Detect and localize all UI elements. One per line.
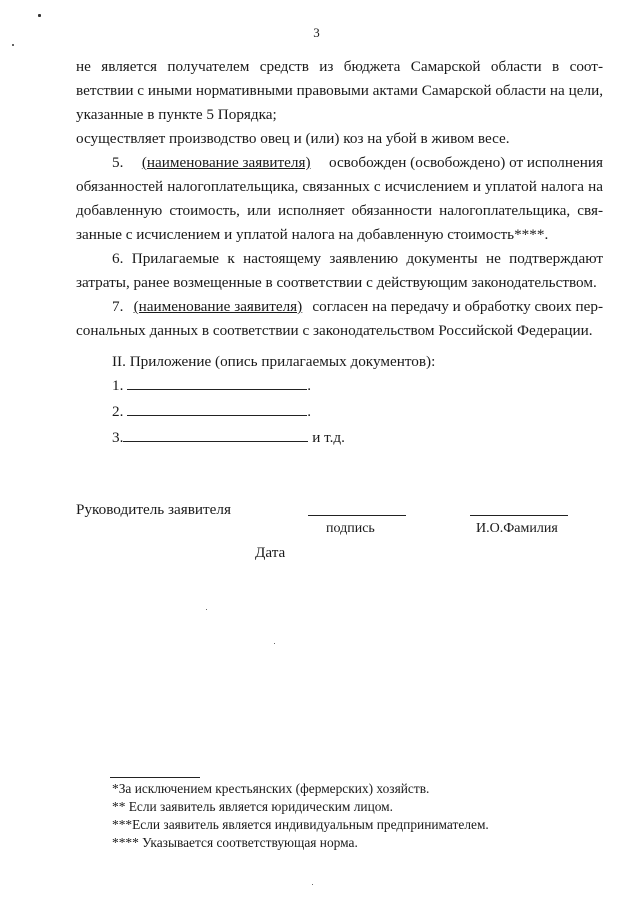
scan-speck — [274, 643, 275, 644]
scan-speck — [12, 44, 14, 46]
attachment-item-3: 3. и т.д. — [112, 429, 345, 446]
footnote: **** Указывается соответствующая норма. — [112, 835, 358, 850]
item-5-text: освобожден (освобождено) от исполнения — [328, 154, 603, 171]
footnote: ** Если заявитель является юридическим лицом. — [112, 799, 393, 814]
name-caption: И.О.Фамилия — [476, 521, 558, 536]
scan-speck — [38, 14, 41, 17]
footnote: ***Если заявитель является индивидуальным предпринимателем. — [112, 817, 489, 832]
applicant-name-placeholder: (наименование заявителя) — [133, 298, 303, 315]
item-7-number: 7. — [112, 298, 124, 315]
paragraph-line: не является получателем средств из бюджета Самарской области в соот- — [76, 58, 603, 75]
paragraph-line: занные с исчислением и уплатой налога на добавленную стоимость****. — [76, 226, 549, 243]
page-number: 3 — [313, 25, 320, 40]
footnote: *За исключением крестьянских (фермерских) хозяйств. — [112, 781, 430, 796]
date-label: Дата — [255, 544, 286, 561]
applicant-name-placeholder: (наименование заявителя) — [141, 154, 311, 171]
attachment-item-2: 2. . — [112, 403, 311, 420]
name-line[interactable] — [470, 515, 568, 516]
footnote-separator — [110, 777, 200, 778]
paragraph-line: обязанностей налогоплательщика, связанных с исчислением и уплатой налога на — [76, 178, 603, 195]
paragraph-line: осуществляет производство овец и (или) коз на убой в живом весе. — [76, 130, 510, 147]
signature-caption: подпись — [326, 521, 375, 536]
paragraph-line: указанные в пункте 5 Порядка; — [76, 106, 277, 123]
item-5-first-line — [112, 151, 603, 175]
scan-speck — [312, 884, 313, 885]
scan-speck — [206, 609, 207, 610]
signature-line[interactable] — [308, 515, 406, 516]
paragraph-line: добавленную стоимость, или исполняет обязанности налогоплательщика, свя- — [76, 202, 603, 219]
paragraph-line: ветствии с иными нормативными правовыми актами Самарской области на цели, — [76, 82, 603, 99]
item-5-number: 5. — [112, 154, 124, 171]
item-7-first-line — [112, 295, 603, 319]
item-7-text: согласен на передачу и обработку своих пер- — [312, 298, 603, 315]
item-6-first-line: 6. Прилагаемые к настоящему заявлению документы не подтверждают — [112, 250, 603, 267]
blank-line[interactable] — [127, 401, 307, 416]
blank-line[interactable] — [127, 375, 307, 390]
paragraph-line: сональных данных в соответствии с законодательством Российской Федерации. — [76, 322, 593, 339]
signature-label: Руководитель заявителя — [76, 501, 231, 518]
paragraph-line: затраты, ранее возмещенные в соответствии с действующим законодательством. — [76, 274, 597, 291]
blank-line[interactable] — [123, 427, 308, 442]
attachment-item-1: 1. . — [112, 377, 311, 394]
attachments-heading: II. Приложение (опись прилагаемых документов): — [112, 353, 436, 370]
